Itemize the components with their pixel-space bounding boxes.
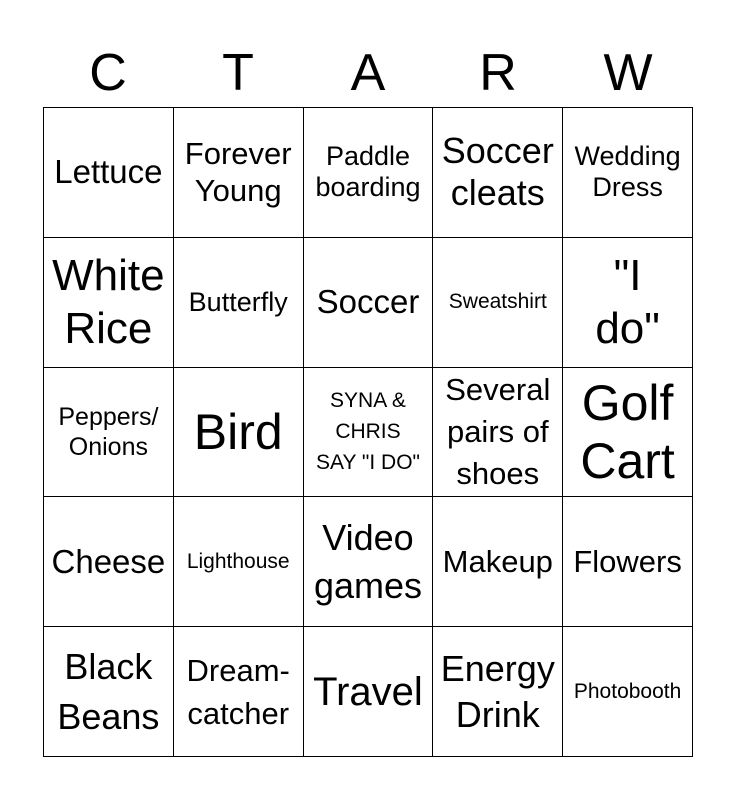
bingo-cell: Golf Cart (563, 368, 693, 498)
header-letter-w: W (603, 44, 653, 102)
header-letter-r: R (479, 44, 517, 102)
bingo-cell: Several pairs of shoes (433, 368, 563, 498)
bingo-cell: Butterfly (174, 238, 304, 368)
bingo-cell: Soccer (304, 238, 434, 368)
bingo-cell: Wedding Dress (563, 108, 693, 238)
bingo-cell: Travel (304, 627, 434, 757)
bingo-cell: Soccer cleats (433, 108, 563, 238)
bingo-cell: White Rice (44, 238, 174, 368)
bingo-cell: Flowers (563, 497, 693, 627)
bingo-cell: "I do" (563, 238, 693, 368)
bingo-cell: Energy Drink (433, 627, 563, 757)
bingo-cell: SYNA & CHRIS SAY "I DO" (304, 368, 434, 498)
bingo-cell: Sweatshirt (433, 238, 563, 368)
header-letter-a: A (350, 44, 386, 102)
bingo-cell: Bird (174, 368, 304, 498)
bingo-cell: Black Beans (44, 627, 174, 757)
header-letter-c: C (89, 44, 127, 102)
bingo-header (43, 42, 693, 104)
bingo-cell: Paddle boarding (304, 108, 434, 238)
bingo-cell: Peppers/ Onions (44, 368, 174, 498)
bingo-cell: Dream-catcher (174, 627, 304, 757)
bingo-cell: Lighthouse (174, 497, 304, 627)
bingo-cell: Lettuce (44, 108, 174, 238)
header-letter-t: T (222, 44, 254, 102)
bingo-grid (43, 107, 693, 757)
bingo-cell: Makeup (433, 497, 563, 627)
bingo-cell: Cheese (44, 497, 174, 627)
bingo-cell: Forever Young (174, 108, 304, 238)
bingo-cell: Photobooth (563, 627, 693, 757)
bingo-cell: Video games (304, 497, 434, 627)
